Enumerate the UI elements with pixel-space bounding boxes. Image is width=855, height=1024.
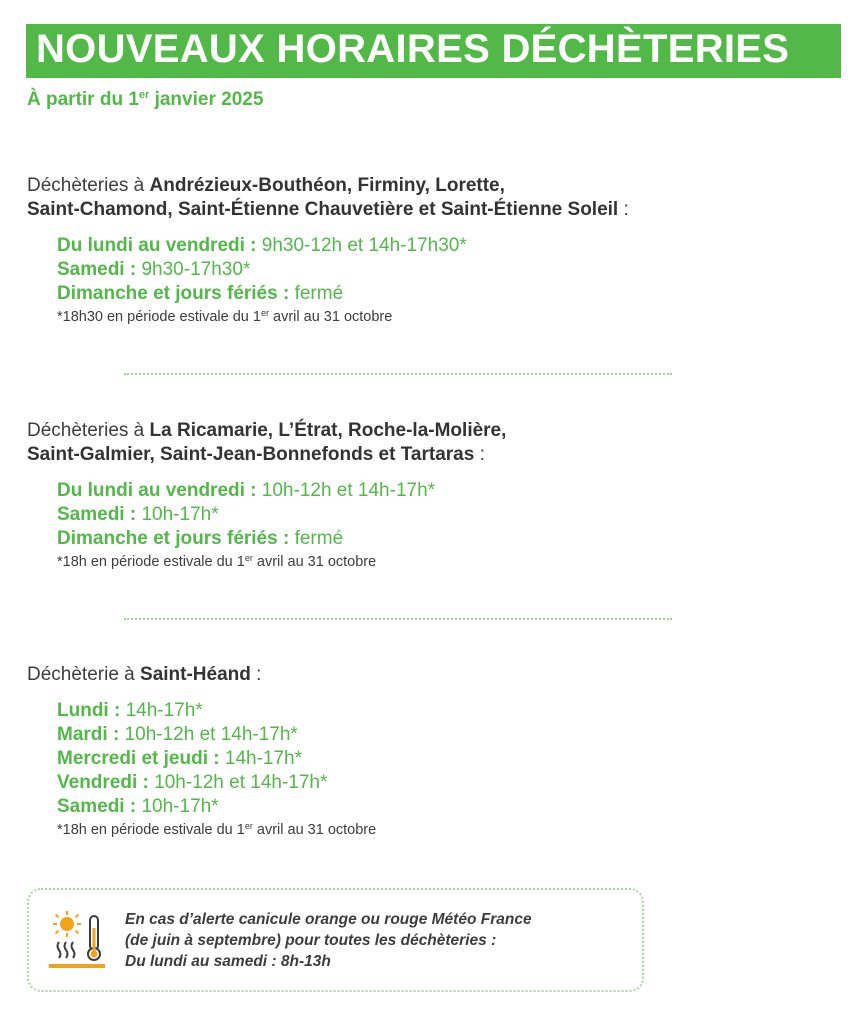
schedule-row: Vendredi : 10h-12h et 14h-17h* <box>57 772 328 793</box>
schedule-list <box>57 479 827 551</box>
schedule-row: Samedi : 10h-17h* <box>57 504 219 525</box>
section-group-3 <box>27 663 827 838</box>
heatwave-alert-text: En cas d’alerte canicule orange ou rouge Météo France (de juin à septembre) pour toutes les déchèteries : Du lundi au samedi : 8h-13h <box>125 911 532 970</box>
page-title: NOUVEAUX HORAIRES DÉCHÈTERIES <box>36 27 790 71</box>
section-divider <box>124 618 672 620</box>
heat-thermometer-icon <box>47 910 109 972</box>
summer-note: *18h en période estivale du 1er avril au 31 octobre <box>57 553 377 570</box>
schedule-list <box>57 699 827 819</box>
section-intro: Déchèteries à La Ricamarie, L’Étrat, Roche-la-Molière, Saint-Galmier, Saint-Jean-Bonnefonds et Tartaras : <box>27 420 507 465</box>
section-group-1 <box>27 174 827 325</box>
schedule-row: Du lundi au vendredi : 10h-12h et 14h-17h* <box>57 480 436 501</box>
title-banner <box>26 24 841 78</box>
section-divider <box>124 373 672 375</box>
heatwave-alert-box <box>27 888 644 992</box>
schedule-row: Samedi : 9h30-17h30* <box>57 259 251 280</box>
schedule-list <box>57 234 827 306</box>
schedule-row: Samedi : 10h-17h* <box>57 796 219 817</box>
section-intro: Déchèteries à Andrézieux-Bouthéon, Firminy, Lorette, Saint-Chamond, Saint-Étienne Chauvetière et Saint-Étienne Soleil : <box>27 175 629 220</box>
schedule-row: Dimanche et jours fériés : fermé <box>57 528 344 549</box>
page-subtitle: À partir du 1er janvier 2025 <box>27 89 264 110</box>
schedule-row: Lundi : 14h-17h* <box>57 700 203 721</box>
section-intro: Déchèterie à Saint-Héand : <box>27 664 262 685</box>
schedule-row: Dimanche et jours fériés : fermé <box>57 283 344 304</box>
section-group-2 <box>27 419 827 570</box>
summer-note: *18h en période estivale du 1er avril au 31 octobre <box>57 821 377 838</box>
schedule-row: Mardi : 10h-12h et 14h-17h* <box>57 724 298 745</box>
summer-note: *18h30 en période estivale du 1er avril au 31 octobre <box>57 308 393 325</box>
schedule-row: Mercredi et jeudi : 14h-17h* <box>57 748 303 769</box>
schedule-row: Du lundi au vendredi : 9h30-12h et 14h-17h30* <box>57 235 467 256</box>
